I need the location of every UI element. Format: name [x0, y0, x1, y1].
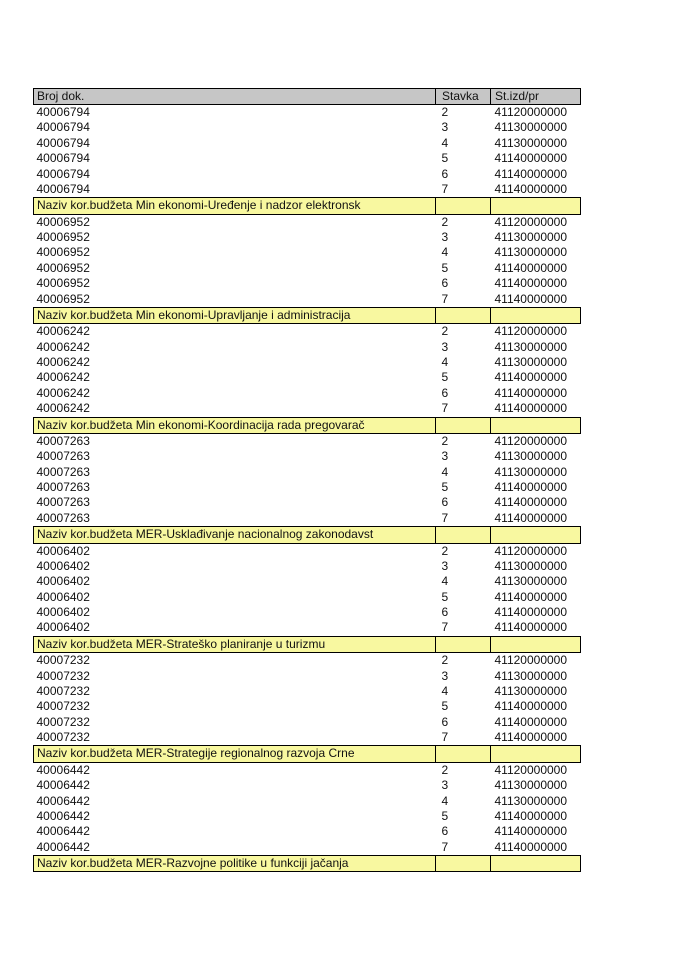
- cell-st-izd-pr[interactable]: 41130000000: [491, 230, 581, 245]
- cell-broj-dok[interactable]: 40006242: [34, 340, 436, 355]
- cell-broj-dok[interactable]: 40007232: [34, 669, 436, 684]
- cell-broj-dok[interactable]: 40006402: [34, 559, 436, 574]
- cell-stavka[interactable]: 6: [436, 715, 491, 730]
- table-row: [34, 480, 581, 495]
- table-row: [34, 840, 581, 856]
- cell-broj-dok[interactable]: 40006442: [34, 809, 436, 824]
- table-row: [34, 370, 581, 385]
- column-header-broj-dok[interactable]: Broj dok.: [34, 89, 436, 105]
- cell-st-izd-pr[interactable]: 41140000000: [491, 511, 581, 527]
- cell-stavka[interactable]: 4: [436, 355, 491, 370]
- cell-stavka[interactable]: 2: [436, 324, 491, 340]
- naziv-empty-cell-stavka[interactable]: [436, 636, 491, 652]
- cell-stavka[interactable]: 2: [436, 762, 491, 778]
- cell-stavka[interactable]: 5: [436, 480, 491, 495]
- cell-broj-dok[interactable]: 40006242: [34, 386, 436, 401]
- table-row: [34, 762, 581, 778]
- cell-stavka[interactable]: 2: [436, 543, 491, 559]
- header-row: [34, 89, 581, 105]
- cell-stavka[interactable]: 7: [436, 292, 491, 308]
- table-row: [34, 684, 581, 699]
- cell-stavka[interactable]: 3: [436, 230, 491, 245]
- cell-stavka[interactable]: 5: [436, 151, 491, 166]
- naziv-band-row: [34, 307, 581, 323]
- cell-st-izd-pr[interactable]: 41140000000: [491, 620, 581, 636]
- naziv-empty-cell-st-izd-pr[interactable]: [491, 636, 581, 652]
- cell-stavka[interactable]: 3: [436, 778, 491, 793]
- naziv-empty-cell-stavka[interactable]: [436, 417, 491, 433]
- cell-broj-dok[interactable]: 40007232: [34, 684, 436, 699]
- naziv-empty-cell-stavka[interactable]: [436, 746, 491, 762]
- cell-stavka[interactable]: 4: [436, 684, 491, 699]
- table-row: [34, 386, 581, 401]
- report-table: [33, 88, 581, 872]
- table-row: [34, 355, 581, 370]
- cell-stavka[interactable]: 2: [436, 433, 491, 449]
- naziv-empty-cell-st-izd-pr[interactable]: [491, 198, 581, 214]
- cell-broj-dok[interactable]: 40006952: [34, 214, 436, 230]
- cell-st-izd-pr[interactable]: 41130000000: [491, 245, 581, 260]
- table-row: [34, 778, 581, 793]
- cell-broj-dok[interactable]: 40006952: [34, 261, 436, 276]
- table-row: [34, 340, 581, 355]
- table-row: [34, 182, 581, 198]
- cell-broj-dok[interactable]: 40006402: [34, 605, 436, 620]
- cell-stavka[interactable]: 3: [436, 120, 491, 135]
- naziv-empty-cell-st-izd-pr[interactable]: [491, 417, 581, 433]
- table-row: [34, 543, 581, 559]
- table-row: [34, 715, 581, 730]
- cell-stavka[interactable]: 6: [436, 167, 491, 182]
- cell-stavka[interactable]: 2: [436, 105, 491, 121]
- cell-stavka[interactable]: 3: [436, 669, 491, 684]
- cell-st-izd-pr[interactable]: 41130000000: [491, 120, 581, 135]
- cell-st-izd-pr[interactable]: 41140000000: [491, 715, 581, 730]
- cell-st-izd-pr[interactable]: 41120000000: [491, 105, 581, 121]
- cell-st-izd-pr[interactable]: 41130000000: [491, 669, 581, 684]
- table-row: [34, 151, 581, 166]
- cell-stavka[interactable]: 6: [436, 605, 491, 620]
- cell-st-izd-pr[interactable]: 41140000000: [491, 370, 581, 385]
- cell-st-izd-pr[interactable]: 41140000000: [491, 151, 581, 166]
- cell-broj-dok[interactable]: 40007232: [34, 730, 436, 746]
- table-row: [34, 120, 581, 135]
- naziv-label-cell[interactable]: Naziv kor.budžeta Min ekonomi-Uređenje i nadzor elektronsk: [34, 198, 436, 214]
- cell-st-izd-pr[interactable]: 41120000000: [491, 433, 581, 449]
- cell-stavka[interactable]: 3: [436, 340, 491, 355]
- cell-broj-dok[interactable]: 40006952: [34, 245, 436, 260]
- cell-stavka[interactable]: 7: [436, 182, 491, 198]
- cell-broj-dok[interactable]: 40006402: [34, 590, 436, 605]
- cell-st-izd-pr[interactable]: 41140000000: [491, 840, 581, 856]
- table-row: [34, 590, 581, 605]
- naziv-label-cell[interactable]: Naziv kor.budžeta MER-Razvojne politike u funkciji jačanja: [34, 856, 436, 872]
- cell-broj-dok[interactable]: 40006442: [34, 794, 436, 809]
- cell-st-izd-pr[interactable]: 41140000000: [491, 699, 581, 714]
- cell-broj-dok[interactable]: 40006402: [34, 620, 436, 636]
- table-row: [34, 605, 581, 620]
- cell-st-izd-pr[interactable]: 41130000000: [491, 794, 581, 809]
- cell-stavka[interactable]: 6: [436, 386, 491, 401]
- table-row: [34, 401, 581, 417]
- column-header-st-izd-pr[interactable]: St.izd/pr: [491, 89, 581, 105]
- table-row: [34, 230, 581, 245]
- naziv-empty-cell-stavka[interactable]: [436, 198, 491, 214]
- cell-stavka[interactable]: 6: [436, 824, 491, 839]
- cell-stavka[interactable]: 2: [436, 214, 491, 230]
- table-row: [34, 449, 581, 464]
- cell-broj-dok[interactable]: 40007263: [34, 449, 436, 464]
- table-row: [34, 699, 581, 714]
- cell-st-izd-pr[interactable]: 41140000000: [491, 730, 581, 746]
- table-row: [34, 261, 581, 276]
- cell-st-izd-pr[interactable]: 41140000000: [491, 480, 581, 495]
- cell-broj-dok[interactable]: 40007263: [34, 511, 436, 527]
- cell-broj-dok[interactable]: 40006402: [34, 574, 436, 589]
- column-header-stavka[interactable]: Stavka: [436, 89, 491, 105]
- cell-broj-dok[interactable]: 40006794: [34, 151, 436, 166]
- cell-stavka[interactable]: 7: [436, 840, 491, 856]
- naziv-band-row: [34, 527, 581, 543]
- cell-st-izd-pr[interactable]: 41120000000: [491, 324, 581, 340]
- table-row: [34, 620, 581, 636]
- table-row: [34, 824, 581, 839]
- naziv-label-cell[interactable]: Naziv kor.budžeta MER-Strategije regionalnog razvoja Crne: [34, 746, 436, 762]
- cell-stavka[interactable]: 4: [436, 136, 491, 151]
- table-row: [34, 809, 581, 824]
- naziv-label-cell[interactable]: Naziv kor.budžeta Min ekonomi-Upravljanje i administracija: [34, 307, 436, 323]
- cell-broj-dok[interactable]: 40006794: [34, 120, 436, 135]
- cell-st-izd-pr[interactable]: 41130000000: [491, 778, 581, 793]
- cell-st-izd-pr[interactable]: 41140000000: [491, 590, 581, 605]
- cell-st-izd-pr[interactable]: 41140000000: [491, 167, 581, 182]
- cell-st-izd-pr[interactable]: 41130000000: [491, 574, 581, 589]
- naziv-empty-cell-st-izd-pr[interactable]: [491, 527, 581, 543]
- cell-broj-dok[interactable]: 40006442: [34, 778, 436, 793]
- cell-broj-dok[interactable]: 40007263: [34, 465, 436, 480]
- cell-st-izd-pr[interactable]: 41130000000: [491, 355, 581, 370]
- cell-stavka[interactable]: 7: [436, 401, 491, 417]
- naziv-label-cell[interactable]: Naziv kor.budžeta MER-Usklađivanje nacionalnog zakonodavst: [34, 527, 436, 543]
- cell-broj-dok[interactable]: 40007232: [34, 715, 436, 730]
- cell-st-izd-pr[interactable]: 41140000000: [491, 495, 581, 510]
- cell-st-izd-pr[interactable]: 41130000000: [491, 136, 581, 151]
- cell-st-izd-pr[interactable]: 41140000000: [491, 386, 581, 401]
- cell-stavka[interactable]: 5: [436, 809, 491, 824]
- table-row: [34, 245, 581, 260]
- cell-st-izd-pr[interactable]: 41140000000: [491, 276, 581, 291]
- cell-st-izd-pr[interactable]: 41140000000: [491, 824, 581, 839]
- cell-broj-dok[interactable]: 40006952: [34, 292, 436, 308]
- table-row: [34, 324, 581, 340]
- table-row: [34, 559, 581, 574]
- naziv-empty-cell-stavka[interactable]: [436, 856, 491, 872]
- table-row: [34, 653, 581, 669]
- cell-broj-dok[interactable]: 40006794: [34, 182, 436, 198]
- report-table-header: [34, 89, 581, 105]
- cell-st-izd-pr[interactable]: 41140000000: [491, 292, 581, 308]
- cell-st-izd-pr[interactable]: 41120000000: [491, 543, 581, 559]
- cell-broj-dok[interactable]: 40007263: [34, 433, 436, 449]
- cell-broj-dok[interactable]: 40007232: [34, 653, 436, 669]
- table-row: [34, 214, 581, 230]
- cell-stavka[interactable]: 3: [436, 559, 491, 574]
- cell-stavka[interactable]: 4: [436, 465, 491, 480]
- naziv-band-row: [34, 856, 581, 872]
- naziv-label-cell[interactable]: Naziv kor.budžeta MER-Strateško planiranje u turizmu: [34, 636, 436, 652]
- table-row: [34, 167, 581, 182]
- cell-broj-dok[interactable]: 40006242: [34, 401, 436, 417]
- table-row: [34, 511, 581, 527]
- cell-broj-dok[interactable]: 40006952: [34, 230, 436, 245]
- cell-broj-dok[interactable]: 40006402: [34, 543, 436, 559]
- naziv-band-row: [34, 198, 581, 214]
- cell-st-izd-pr[interactable]: 41130000000: [491, 684, 581, 699]
- cell-st-izd-pr[interactable]: 41140000000: [491, 809, 581, 824]
- cell-broj-dok[interactable]: 40006952: [34, 276, 436, 291]
- naziv-band-row: [34, 746, 581, 762]
- cell-st-izd-pr[interactable]: 41130000000: [491, 449, 581, 464]
- table-row: [34, 433, 581, 449]
- table-row: [34, 669, 581, 684]
- table-row: [34, 465, 581, 480]
- naziv-empty-cell-stavka[interactable]: [436, 527, 491, 543]
- cell-broj-dok[interactable]: 40007232: [34, 699, 436, 714]
- cell-broj-dok[interactable]: 40006242: [34, 324, 436, 340]
- cell-st-izd-pr[interactable]: 41120000000: [491, 214, 581, 230]
- naziv-empty-cell-st-izd-pr[interactable]: [491, 746, 581, 762]
- table-row: [34, 292, 581, 308]
- naziv-empty-cell-st-izd-pr[interactable]: [491, 307, 581, 323]
- naziv-band-row: [34, 636, 581, 652]
- cell-stavka[interactable]: 5: [436, 699, 491, 714]
- naziv-empty-cell-stavka[interactable]: [436, 307, 491, 323]
- cell-broj-dok[interactable]: 40006242: [34, 355, 436, 370]
- cell-st-izd-pr[interactable]: 41130000000: [491, 340, 581, 355]
- table-row: [34, 794, 581, 809]
- cell-st-izd-pr[interactable]: 41140000000: [491, 401, 581, 417]
- report-table-body: [34, 105, 581, 872]
- table-row: [34, 574, 581, 589]
- cell-stavka[interactable]: 5: [436, 370, 491, 385]
- cell-broj-dok[interactable]: 40006242: [34, 370, 436, 385]
- cell-broj-dok[interactable]: 40006442: [34, 762, 436, 778]
- cell-stavka[interactable]: 4: [436, 574, 491, 589]
- cell-stavka[interactable]: 3: [436, 449, 491, 464]
- cell-st-izd-pr[interactable]: 41140000000: [491, 182, 581, 198]
- naziv-label-cell[interactable]: Naziv kor.budžeta Min ekonomi-Koordinacija rada pregovarač: [34, 417, 436, 433]
- cell-broj-dok[interactable]: 40006442: [34, 840, 436, 856]
- cell-st-izd-pr[interactable]: 41140000000: [491, 261, 581, 276]
- cell-st-izd-pr[interactable]: 41130000000: [491, 559, 581, 574]
- cell-stavka[interactable]: 4: [436, 245, 491, 260]
- cell-stavka[interactable]: 7: [436, 730, 491, 746]
- table-row: [34, 105, 581, 121]
- cell-stavka[interactable]: 5: [436, 261, 491, 276]
- table-row: [34, 730, 581, 746]
- table-row: [34, 136, 581, 151]
- cell-stavka[interactable]: 7: [436, 620, 491, 636]
- cell-broj-dok[interactable]: 40006794: [34, 105, 436, 121]
- cell-broj-dok[interactable]: 40006442: [34, 824, 436, 839]
- cell-stavka[interactable]: 6: [436, 276, 491, 291]
- cell-broj-dok[interactable]: 40006794: [34, 167, 436, 182]
- cell-st-izd-pr[interactable]: 41120000000: [491, 653, 581, 669]
- naziv-empty-cell-st-izd-pr[interactable]: [491, 856, 581, 872]
- cell-stavka[interactable]: 2: [436, 653, 491, 669]
- cell-stavka[interactable]: 7: [436, 511, 491, 527]
- cell-broj-dok[interactable]: 40006794: [34, 136, 436, 151]
- cell-broj-dok[interactable]: 40007263: [34, 480, 436, 495]
- cell-broj-dok[interactable]: 40007263: [34, 495, 436, 510]
- cell-st-izd-pr[interactable]: 41130000000: [491, 465, 581, 480]
- cell-st-izd-pr[interactable]: 41140000000: [491, 605, 581, 620]
- cell-st-izd-pr[interactable]: 41120000000: [491, 762, 581, 778]
- naziv-band-row: [34, 417, 581, 433]
- cell-stavka[interactable]: 6: [436, 495, 491, 510]
- table-row: [34, 495, 581, 510]
- table-row: [34, 276, 581, 291]
- cell-stavka[interactable]: 4: [436, 794, 491, 809]
- cell-stavka[interactable]: 5: [436, 590, 491, 605]
